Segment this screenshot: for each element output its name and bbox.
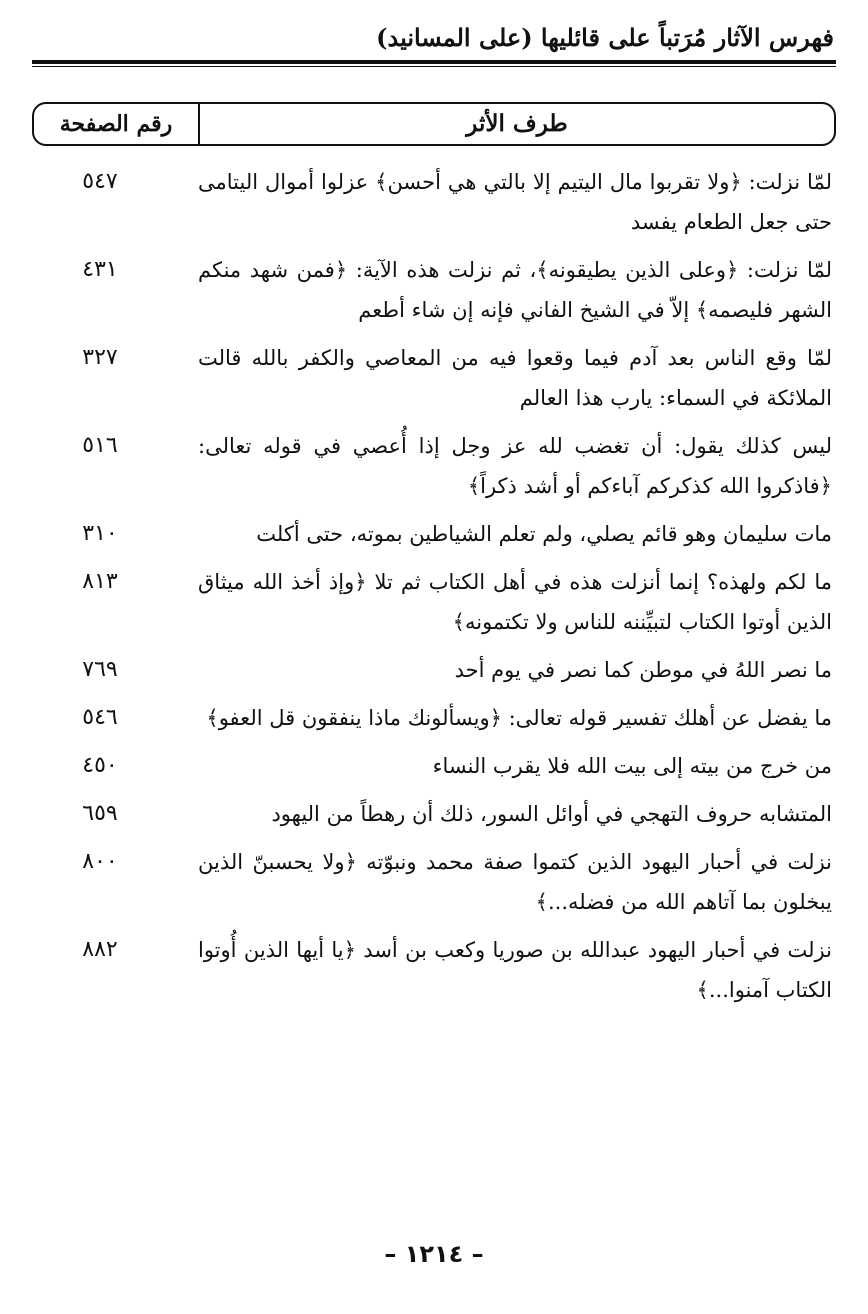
entry-page-number: ٦٥٩ — [82, 801, 118, 826]
list-item — [32, 794, 836, 834]
list-item — [32, 650, 836, 690]
entry-page-number: ٤٥٠ — [82, 753, 118, 778]
running-header: فهرس الآثار مُرَتباً على قائليها (على المسانيد) — [376, 23, 834, 52]
list-item — [32, 250, 836, 330]
list-item — [32, 162, 836, 242]
page-number: – ١٢١٤ – — [384, 1240, 484, 1268]
list-item — [32, 562, 836, 642]
entry-text: لمّا نزلت: ﴿وعلى الذين يطيقونه﴾، ثم نزلت هذه الآية: ﴿فمن شهد منكم الشهر فليصمه﴾ إلاّ في الشيخ الفاني فإنه إن شاء أطعم — [198, 258, 832, 322]
entry-text: من خرج من بيته إلى بيت الله فلا يقرب النساء — [432, 754, 832, 778]
entry-page-number: ٧٦٩ — [82, 657, 118, 682]
entry-page-number: ٨٠٠ — [82, 849, 118, 874]
entry-page-number: ٣٢٧ — [82, 345, 118, 370]
table-header — [32, 102, 836, 146]
header-rule-thin — [32, 66, 836, 67]
entry-page-number: ٥١٦ — [82, 433, 118, 458]
list-item — [32, 338, 836, 418]
entry-text: ما يفضل عن أهلك تفسير قوله تعالى: ﴿ويسألونك ماذا ينفقون قل العفو﴾ — [206, 706, 832, 730]
entry-page-number: ٨٨٢ — [82, 937, 118, 962]
entry-text: لمّا وقع الناس بعد آدم فيما وقعوا فيه من المعاصي والكفر بالله قالت الملائكة في السماء: يارب هذا العالم — [198, 346, 832, 410]
entry-text: ليس كذلك يقول: أن تغضب لله عز وجل إذا أُعصي في قوله تعالى: ﴿فاذكروا الله كذكركم آباءكم أو أشد ذكراً﴾ — [198, 434, 832, 498]
column-header-page: رقم الصفحة — [34, 104, 200, 144]
entry-text: ما لكم ولهذه؟ إنما أنزلت هذه في أهل الكتاب ثم تلا ﴿وإذ أخذ الله ميثاق الذين أوتوا الكتاب لتبيِّننه للناس ولا تكتمونه﴾ — [198, 570, 832, 634]
list-item — [32, 698, 836, 738]
column-header-athar: طرف الأثر — [466, 110, 568, 137]
entry-text: نزلت في أحبار اليهود الذين كتموا صفة محمد ونبوّته ﴿ولا يحسبنّ الذين يبخلون بما آتاهم الله من فضله...﴾ — [198, 850, 832, 914]
entry-page-number: ٥٤٦ — [82, 705, 118, 730]
entry-page-number: ٤٣١ — [82, 257, 118, 282]
entry-text: المتشابه حروف التهجي في أوائل السور، ذلك أن رهطاً من اليهود — [271, 802, 832, 826]
list-item — [32, 930, 836, 1010]
entry-page-number: ٨١٣ — [82, 569, 118, 594]
header-rule-thick — [32, 60, 836, 64]
list-item — [32, 514, 836, 554]
list-item — [32, 842, 836, 922]
entry-text: ما نصر اللهُ في موطن كما نصر في يوم أحد — [454, 658, 832, 682]
list-item — [32, 746, 836, 786]
entry-page-number: ٥٤٧ — [82, 169, 118, 194]
entry-text: نزلت في أحبار اليهود عبدالله بن صوريا وكعب بن أسد ﴿يا أيها الذين أُوتوا الكتاب آمنوا...﴾ — [198, 938, 832, 1002]
list-item — [32, 426, 836, 506]
entry-text: مات سليمان وهو قائم يصلي، ولم تعلم الشياطين بموته، حتى أكلت — [256, 522, 832, 546]
entry-text: لمّا نزلت: ﴿ولا تقربوا مال اليتيم إلا بالتي هي أحسن﴾ عزلوا أموال اليتامى حتى جعل الطعام يفسد — [198, 170, 832, 234]
entries-list — [32, 162, 836, 1018]
entry-page-number: ٣١٠ — [82, 521, 118, 546]
